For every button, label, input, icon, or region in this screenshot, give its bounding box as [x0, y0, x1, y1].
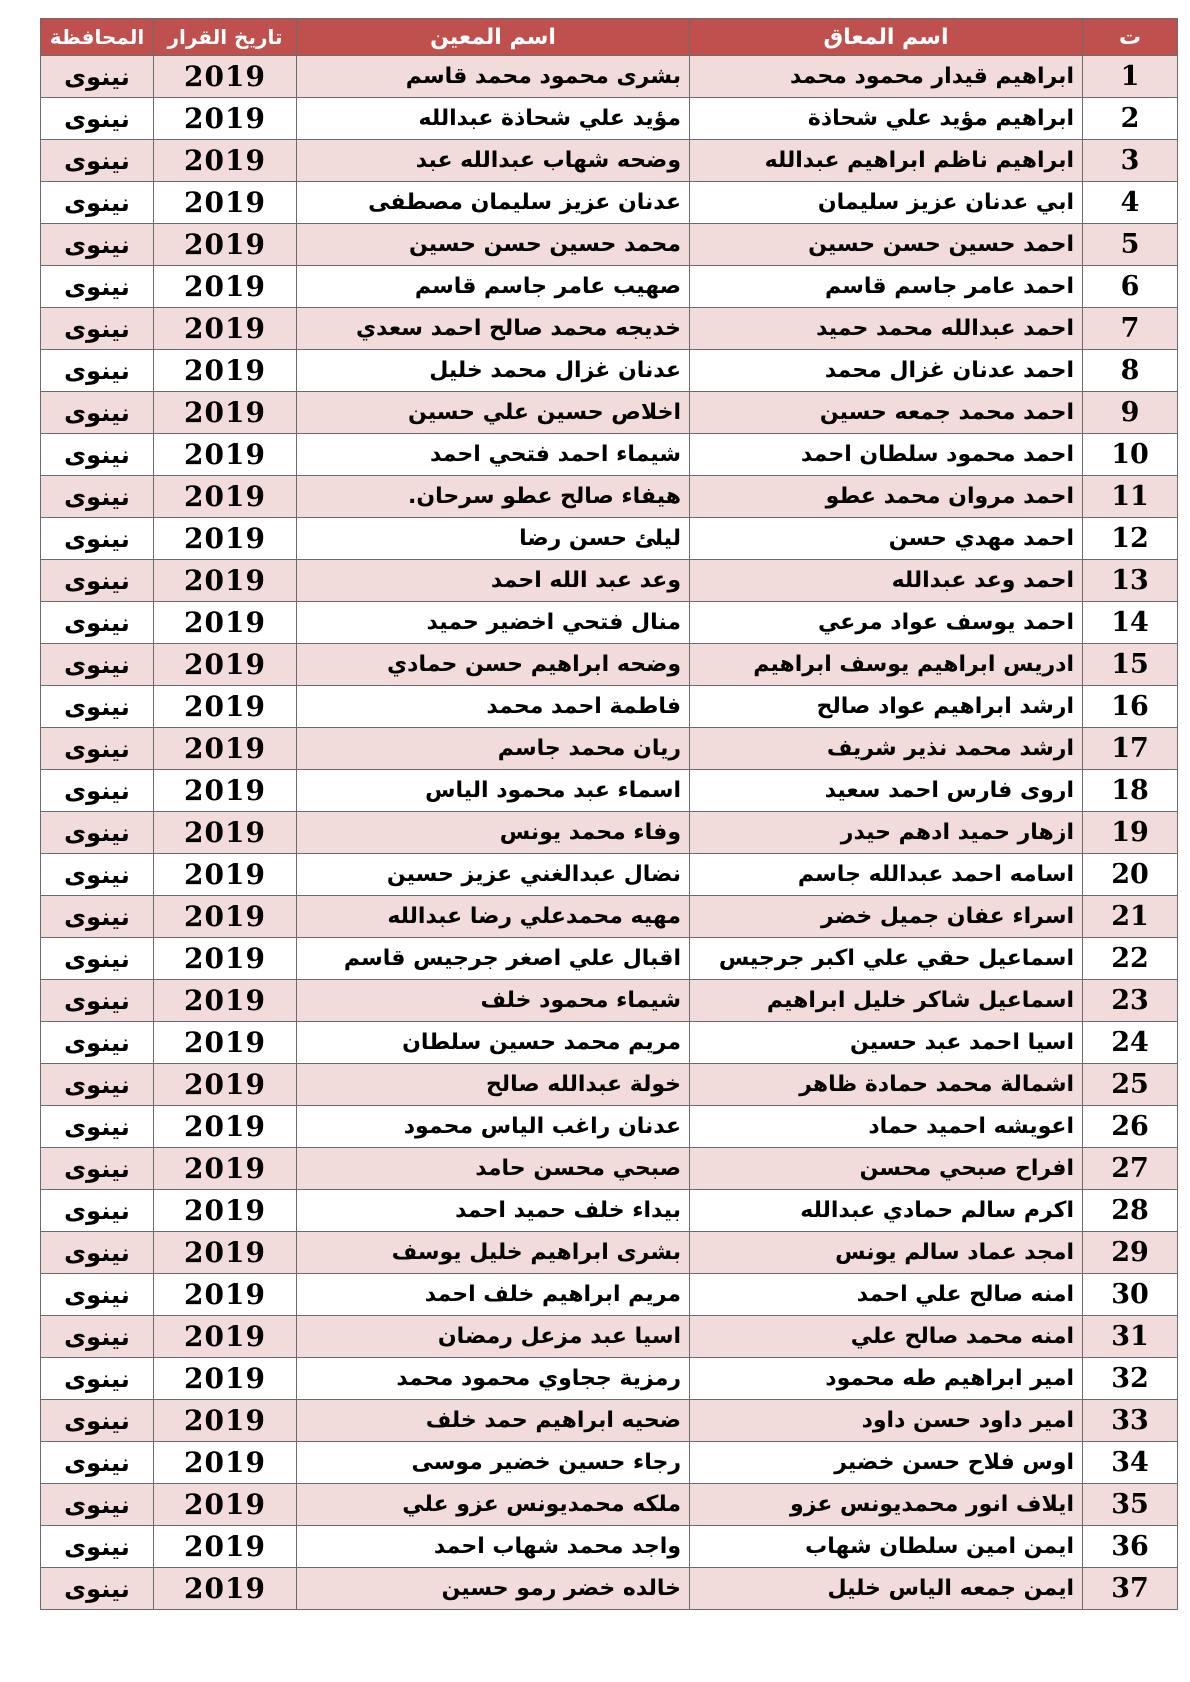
table-row: [41, 1190, 1178, 1232]
cell-disabled-name: ابراهيم ناظم ابراهيم عبدالله: [690, 140, 1083, 182]
cell-governorate: نينوى: [41, 854, 154, 896]
cell-decision-date: 2019: [154, 644, 297, 686]
cell-caregiver-name: رمزية ججاوي محمود محمد: [297, 1358, 690, 1400]
cell-decision-date: 2019: [154, 560, 297, 602]
cell-caregiver-name: شيماء احمد فتحي احمد: [297, 434, 690, 476]
cell-disabled-name: امنه محمد صالح علي: [690, 1316, 1083, 1358]
cell-serial: 5: [1083, 224, 1178, 266]
cell-caregiver-name: مهيه محمدعلي رضا عبدالله: [297, 896, 690, 938]
cell-governorate: نينوى: [41, 1442, 154, 1484]
cell-caregiver-name: منال فتحي اخضير حميد: [297, 602, 690, 644]
cell-governorate: نينوى: [41, 1358, 154, 1400]
cell-disabled-name: احمد وعد عبدالله: [690, 560, 1083, 602]
cell-caregiver-name: عدنان غزال محمد خليل: [297, 350, 690, 392]
cell-caregiver-name: اخلاص حسين علي حسين: [297, 392, 690, 434]
cell-disabled-name: اكرم سالم حمادي عبدالله: [690, 1190, 1083, 1232]
cell-governorate: نينوى: [41, 182, 154, 224]
cell-decision-date: 2019: [154, 182, 297, 224]
table-row: [41, 896, 1178, 938]
cell-caregiver-name: ريان محمد جاسم: [297, 728, 690, 770]
cell-disabled-name: ابراهيم قيدار محمود محمد: [690, 56, 1083, 98]
table-row: [41, 1274, 1178, 1316]
cell-governorate: نينوى: [41, 812, 154, 854]
cell-disabled-name: احمد عامر جاسم قاسم: [690, 266, 1083, 308]
cell-governorate: نينوى: [41, 896, 154, 938]
table-body: [41, 56, 1178, 1610]
cell-caregiver-name: شيماء محمود خلف: [297, 980, 690, 1022]
table-row: [41, 266, 1178, 308]
cell-governorate: نينوى: [41, 224, 154, 266]
cell-serial: 24: [1083, 1022, 1178, 1064]
cell-caregiver-name: عدنان راغب الياس محمود: [297, 1106, 690, 1148]
table-row: [41, 1148, 1178, 1190]
cell-serial: 12: [1083, 518, 1178, 560]
cell-disabled-name: اسراء عفان جميل خضر: [690, 896, 1083, 938]
table-row: [41, 854, 1178, 896]
cell-governorate: نينوى: [41, 770, 154, 812]
cell-governorate: نينوى: [41, 308, 154, 350]
cell-disabled-name: ارشد ابراهيم عواد صالح: [690, 686, 1083, 728]
cell-governorate: نينوى: [41, 392, 154, 434]
cell-governorate: نينوى: [41, 938, 154, 980]
cell-disabled-name: اعويشه احميد حماد: [690, 1106, 1083, 1148]
cell-caregiver-name: اسماء عبد محمود الياس: [297, 770, 690, 812]
table-row: [41, 1400, 1178, 1442]
cell-decision-date: 2019: [154, 1274, 297, 1316]
cell-decision-date: 2019: [154, 518, 297, 560]
cell-governorate: نينوى: [41, 644, 154, 686]
cell-governorate: نينوى: [41, 56, 154, 98]
table-row: [41, 1106, 1178, 1148]
table-row: [41, 98, 1178, 140]
cell-disabled-name: اسماعيل حقي علي اكبر جرجيس: [690, 938, 1083, 980]
cell-caregiver-name: خديجه محمد صالح احمد سعدي: [297, 308, 690, 350]
cell-caregiver-name: صبحي محسن حامد: [297, 1148, 690, 1190]
cell-serial: 11: [1083, 476, 1178, 518]
cell-disabled-name: امير داود حسن داود: [690, 1400, 1083, 1442]
cell-governorate: نينوى: [41, 266, 154, 308]
cell-disabled-name: اسماعيل شاكر خليل ابراهيم: [690, 980, 1083, 1022]
cell-disabled-name: ايمن امين سلطان شهاب: [690, 1526, 1083, 1568]
cell-serial: 34: [1083, 1442, 1178, 1484]
cell-decision-date: 2019: [154, 770, 297, 812]
cell-caregiver-name: وضحه شهاب عبدالله عبد: [297, 140, 690, 182]
cell-governorate: نينوى: [41, 980, 154, 1022]
cell-governorate: نينوى: [41, 350, 154, 392]
cell-serial: 1: [1083, 56, 1178, 98]
header-serial: ت: [1083, 19, 1178, 56]
cell-governorate: نينوى: [41, 1190, 154, 1232]
cell-caregiver-name: بشرى محمود محمد قاسم: [297, 56, 690, 98]
cell-caregiver-name: خالده خضر رمو حسين: [297, 1568, 690, 1610]
cell-caregiver-name: هيفاء صالح عطو سرحان.: [297, 476, 690, 518]
cell-serial: 19: [1083, 812, 1178, 854]
cell-serial: 30: [1083, 1274, 1178, 1316]
table-row: [41, 728, 1178, 770]
cell-governorate: نينوى: [41, 1064, 154, 1106]
cell-serial: 25: [1083, 1064, 1178, 1106]
cell-serial: 31: [1083, 1316, 1178, 1358]
table-row: [41, 980, 1178, 1022]
cell-caregiver-name: محمد حسين حسن حسين: [297, 224, 690, 266]
table-row: [41, 224, 1178, 266]
cell-decision-date: 2019: [154, 1106, 297, 1148]
beneficiaries-table: [40, 18, 1178, 1610]
table-row: [41, 1442, 1178, 1484]
cell-caregiver-name: مريم محمد حسين سلطان: [297, 1022, 690, 1064]
cell-serial: 18: [1083, 770, 1178, 812]
cell-disabled-name: احمد حسين حسن حسين: [690, 224, 1083, 266]
cell-disabled-name: ابي عدنان عزيز سليمان: [690, 182, 1083, 224]
cell-serial: 10: [1083, 434, 1178, 476]
cell-serial: 26: [1083, 1106, 1178, 1148]
cell-decision-date: 2019: [154, 308, 297, 350]
cell-serial: 4: [1083, 182, 1178, 224]
header-decision-date: تاريخ القرار: [154, 19, 297, 56]
cell-decision-date: 2019: [154, 728, 297, 770]
cell-disabled-name: احمد عبدالله محمد حميد: [690, 308, 1083, 350]
cell-governorate: نينوى: [41, 518, 154, 560]
cell-decision-date: 2019: [154, 1190, 297, 1232]
cell-serial: 6: [1083, 266, 1178, 308]
cell-decision-date: 2019: [154, 476, 297, 518]
cell-serial: 7: [1083, 308, 1178, 350]
header-disabled-name: اسم المعاق: [690, 19, 1083, 56]
cell-serial: 13: [1083, 560, 1178, 602]
cell-serial: 28: [1083, 1190, 1178, 1232]
cell-caregiver-name: بيداء خلف حميد احمد: [297, 1190, 690, 1232]
table-row: [41, 770, 1178, 812]
cell-governorate: نينوى: [41, 560, 154, 602]
table-row: [41, 644, 1178, 686]
cell-serial: 16: [1083, 686, 1178, 728]
cell-serial: 20: [1083, 854, 1178, 896]
table-row: [41, 1022, 1178, 1064]
cell-disabled-name: ايمن جمعه الياس خليل: [690, 1568, 1083, 1610]
table-row: [41, 182, 1178, 224]
cell-governorate: نينوى: [41, 1232, 154, 1274]
cell-decision-date: 2019: [154, 854, 297, 896]
cell-serial: 37: [1083, 1568, 1178, 1610]
cell-disabled-name: احمد عدنان غزال محمد: [690, 350, 1083, 392]
table-row: [41, 1064, 1178, 1106]
table-row: [41, 350, 1178, 392]
cell-serial: 22: [1083, 938, 1178, 980]
cell-serial: 36: [1083, 1526, 1178, 1568]
cell-disabled-name: امجد عماد سالم يونس: [690, 1232, 1083, 1274]
table-row: [41, 602, 1178, 644]
cell-serial: 15: [1083, 644, 1178, 686]
cell-decision-date: 2019: [154, 1526, 297, 1568]
cell-disabled-name: ايلاف انور محمديونس عزو: [690, 1484, 1083, 1526]
cell-governorate: نينوى: [41, 1274, 154, 1316]
cell-decision-date: 2019: [154, 1022, 297, 1064]
table-row: [41, 812, 1178, 854]
cell-decision-date: 2019: [154, 1232, 297, 1274]
header-caregiver-name: اسم المعين: [297, 19, 690, 56]
cell-serial: 14: [1083, 602, 1178, 644]
cell-decision-date: 2019: [154, 56, 297, 98]
table-row: [41, 308, 1178, 350]
table-row: [41, 140, 1178, 182]
cell-decision-date: 2019: [154, 1358, 297, 1400]
table-row: [41, 518, 1178, 560]
table-row: [41, 1358, 1178, 1400]
cell-serial: 2: [1083, 98, 1178, 140]
cell-decision-date: 2019: [154, 1400, 297, 1442]
cell-caregiver-name: نضال عبدالغني عزيز حسين: [297, 854, 690, 896]
cell-caregiver-name: ليلئ حسن رضا: [297, 518, 690, 560]
cell-disabled-name: ادريس ابراهيم يوسف ابراهيم: [690, 644, 1083, 686]
cell-disabled-name: ازهار حميد ادهم حيدر: [690, 812, 1083, 854]
cell-caregiver-name: عدنان عزيز سليمان مصطفى: [297, 182, 690, 224]
cell-serial: 33: [1083, 1400, 1178, 1442]
cell-decision-date: 2019: [154, 224, 297, 266]
cell-decision-date: 2019: [154, 938, 297, 980]
cell-decision-date: 2019: [154, 350, 297, 392]
cell-governorate: نينوى: [41, 1106, 154, 1148]
cell-caregiver-name: مريم ابراهيم خلف احمد: [297, 1274, 690, 1316]
cell-caregiver-name: اقبال علي اصغر جرجيس قاسم: [297, 938, 690, 980]
cell-decision-date: 2019: [154, 1484, 297, 1526]
cell-serial: 8: [1083, 350, 1178, 392]
cell-decision-date: 2019: [154, 392, 297, 434]
cell-serial: 21: [1083, 896, 1178, 938]
cell-decision-date: 2019: [154, 686, 297, 728]
cell-decision-date: 2019: [154, 602, 297, 644]
cell-caregiver-name: رجاء حسين خضير موسى: [297, 1442, 690, 1484]
cell-disabled-name: اشمالة محمد حمادة ظاهر: [690, 1064, 1083, 1106]
cell-caregiver-name: وضحه ابراهيم حسن حمادي: [297, 644, 690, 686]
header-row: [41, 19, 1178, 56]
table-header: [41, 19, 1178, 56]
cell-disabled-name: اروى فارس احمد سعيد: [690, 770, 1083, 812]
cell-governorate: نينوى: [41, 1148, 154, 1190]
cell-disabled-name: امير ابراهيم طه محمود: [690, 1358, 1083, 1400]
header-governorate: المحافظة: [41, 19, 154, 56]
table-row: [41, 1232, 1178, 1274]
table-row: [41, 1568, 1178, 1610]
cell-disabled-name: احمد مهدي حسن: [690, 518, 1083, 560]
cell-serial: 27: [1083, 1148, 1178, 1190]
cell-governorate: نينوى: [41, 1568, 154, 1610]
cell-caregiver-name: مؤيد علي شحاذة عبدالله: [297, 98, 690, 140]
cell-disabled-name: احمد محمود سلطان احمد: [690, 434, 1083, 476]
table-row: [41, 434, 1178, 476]
cell-serial: 23: [1083, 980, 1178, 1022]
cell-decision-date: 2019: [154, 140, 297, 182]
table-row: [41, 560, 1178, 602]
cell-governorate: نينوى: [41, 1316, 154, 1358]
cell-governorate: نينوى: [41, 728, 154, 770]
table-row: [41, 56, 1178, 98]
cell-disabled-name: احمد محمد جمعه حسين: [690, 392, 1083, 434]
cell-decision-date: 2019: [154, 434, 297, 476]
table-row: [41, 476, 1178, 518]
cell-governorate: نينوى: [41, 686, 154, 728]
cell-decision-date: 2019: [154, 98, 297, 140]
cell-governorate: نينوى: [41, 1022, 154, 1064]
table-row: [41, 1316, 1178, 1358]
cell-governorate: نينوى: [41, 1484, 154, 1526]
cell-decision-date: 2019: [154, 812, 297, 854]
cell-serial: 29: [1083, 1232, 1178, 1274]
cell-disabled-name: احمد مروان محمد عطو: [690, 476, 1083, 518]
cell-serial: 9: [1083, 392, 1178, 434]
cell-governorate: نينوى: [41, 476, 154, 518]
cell-decision-date: 2019: [154, 1148, 297, 1190]
cell-disabled-name: امنه صالح علي احمد: [690, 1274, 1083, 1316]
cell-decision-date: 2019: [154, 896, 297, 938]
cell-disabled-name: اسامه احمد عبدالله جاسم: [690, 854, 1083, 896]
cell-serial: 17: [1083, 728, 1178, 770]
cell-governorate: نينوى: [41, 1400, 154, 1442]
cell-caregiver-name: خولة عبدالله صالح: [297, 1064, 690, 1106]
cell-disabled-name: احمد يوسف عواد مرعي: [690, 602, 1083, 644]
cell-caregiver-name: فاطمة احمد محمد: [297, 686, 690, 728]
cell-caregiver-name: وعد عبد الله احمد: [297, 560, 690, 602]
cell-caregiver-name: واجد محمد شهاب احمد: [297, 1526, 690, 1568]
cell-caregiver-name: بشرى ابراهيم خليل يوسف: [297, 1232, 690, 1274]
cell-serial: 3: [1083, 140, 1178, 182]
table-row: [41, 392, 1178, 434]
cell-disabled-name: ارشد محمد نذير شريف: [690, 728, 1083, 770]
table-row: [41, 1526, 1178, 1568]
cell-decision-date: 2019: [154, 266, 297, 308]
cell-governorate: نينوى: [41, 98, 154, 140]
cell-decision-date: 2019: [154, 1064, 297, 1106]
cell-serial: 35: [1083, 1484, 1178, 1526]
cell-caregiver-name: وفاء محمد يونس: [297, 812, 690, 854]
table-row: [41, 938, 1178, 980]
cell-decision-date: 2019: [154, 980, 297, 1022]
cell-disabled-name: افراح صبحي محسن: [690, 1148, 1083, 1190]
cell-caregiver-name: صهيب عامر جاسم قاسم: [297, 266, 690, 308]
cell-decision-date: 2019: [154, 1442, 297, 1484]
cell-decision-date: 2019: [154, 1568, 297, 1610]
cell-caregiver-name: ملكه محمديونس عزو علي: [297, 1484, 690, 1526]
cell-decision-date: 2019: [154, 1316, 297, 1358]
cell-disabled-name: ابراهيم مؤيد علي شحاذة: [690, 98, 1083, 140]
cell-caregiver-name: ضحيه ابراهيم حمد خلف: [297, 1400, 690, 1442]
table-row: [41, 686, 1178, 728]
cell-caregiver-name: اسيا عبد مزعل رمضان: [297, 1316, 690, 1358]
cell-governorate: نينوى: [41, 1526, 154, 1568]
table-row: [41, 1484, 1178, 1526]
cell-disabled-name: اسيا احمد عبد حسين: [690, 1022, 1083, 1064]
cell-governorate: نينوى: [41, 140, 154, 182]
cell-governorate: نينوى: [41, 434, 154, 476]
cell-serial: 32: [1083, 1358, 1178, 1400]
cell-disabled-name: اوس فلاح حسن خضير: [690, 1442, 1083, 1484]
cell-governorate: نينوى: [41, 602, 154, 644]
